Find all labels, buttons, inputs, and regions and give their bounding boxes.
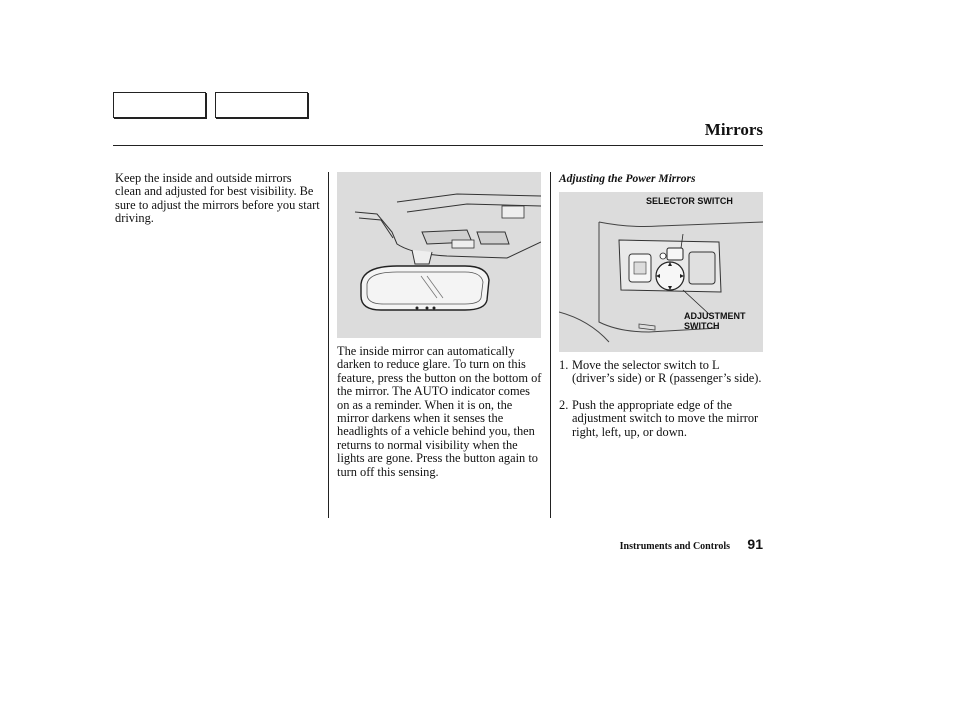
adjustment-steps <box>559 359 764 452</box>
column-divider-right <box>550 172 551 518</box>
adjustment-switch-label-line2: SWITCH <box>684 321 720 331</box>
step-text: Move the selector switch to L (driver’s side) or R (passenger’s side). <box>572 358 762 386</box>
step-item <box>559 399 764 439</box>
intro-paragraph: Keep the inside and outside mirrors clean and adjusted for best visibility. Be sure to adjust the mirrors before you start driving. <box>115 171 320 226</box>
power-mirror-switch-drawing <box>559 192 763 352</box>
footer-section-name: Instruments and Controls <box>619 541 730 552</box>
nav-button-2[interactable] <box>215 92 308 118</box>
power-mirror-switch-illustration <box>559 192 763 352</box>
selector-switch-label: SELECTOR SWITCH <box>646 196 733 206</box>
inside-mirror-paragraph: The inside mirror can automatically darken to reduce glare. To turn on this feature, press the button on the bottom of the mirror. The AUTO indicator comes on as a reminder. When it is on, the mirror darkens when it senses the headlights of a vehicle behind you, then returns to normal visibility when the lights are gone. Press the button again to turn off this sensing. <box>337 344 542 479</box>
page-number: 91 <box>747 536 763 552</box>
step-item <box>559 359 764 386</box>
step-number: 1. <box>559 358 569 372</box>
title-rule <box>113 145 763 146</box>
page-title: Mirrors <box>704 120 763 139</box>
inside-mirror-drawing <box>337 172 541 338</box>
inside-mirror-illustration <box>337 172 541 338</box>
column-divider-left <box>328 172 329 518</box>
nav-button-1[interactable] <box>113 92 206 118</box>
step-text: Push the appropriate edge of the adjustment switch to move the mirror right, left, up, or down. <box>572 397 759 439</box>
step-number: 2. <box>559 397 569 412</box>
adjustment-switch-label-line1: ADJUSTMENT <box>684 311 746 321</box>
power-mirrors-caption: Adjusting the Power Mirrors <box>559 173 696 185</box>
